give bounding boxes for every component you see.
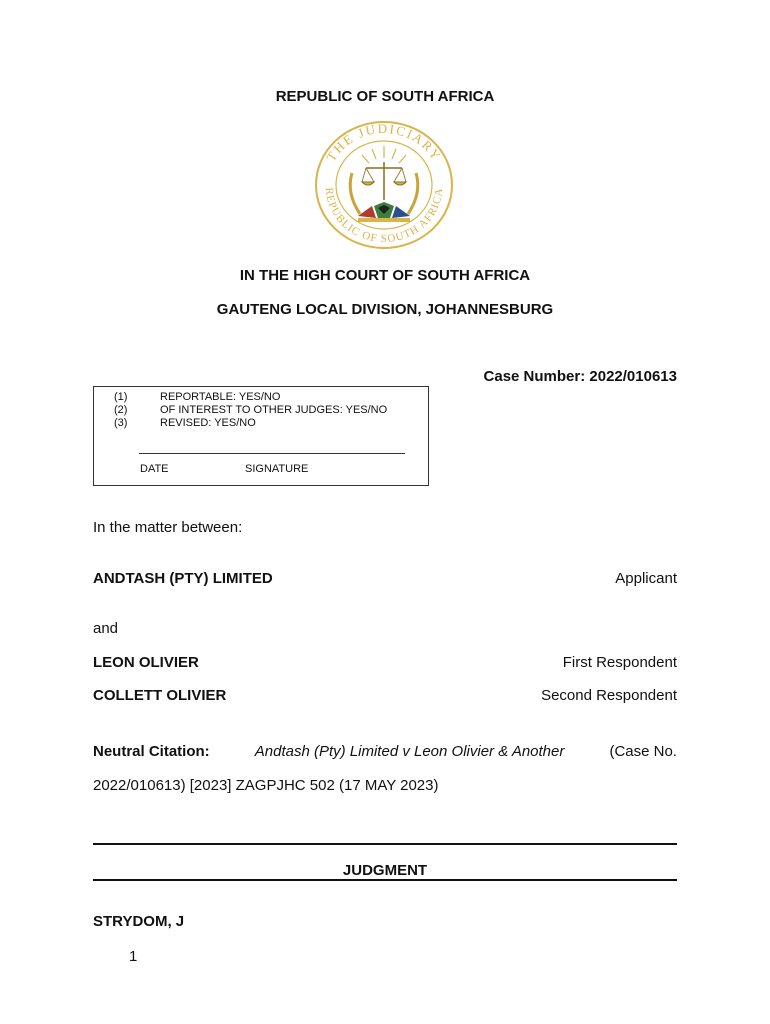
judiciary-seal-emblem xyxy=(312,118,456,252)
date-line xyxy=(139,453,243,454)
box-item-interest: OF INTEREST TO OTHER JUDGES: YES/NO xyxy=(160,404,388,416)
judgment-heading: JUDGMENT xyxy=(342,862,428,879)
second-respondent-role: Second Respondent xyxy=(541,687,677,704)
court-heading: IN THE HIGH COURT OF SOUTH AFRICA xyxy=(239,267,531,284)
neutral-citation-line1 xyxy=(93,743,677,760)
signature-line xyxy=(243,453,405,454)
judge-name: STRYDOM, J xyxy=(93,913,185,930)
svg-text:REPUBLIC OF SOUTH AFRICA: REPUBLIC OF SOUTH AFRICA xyxy=(322,186,446,246)
republic-heading: REPUBLIC OF SOUTH AFRICA xyxy=(275,88,495,105)
box-item-revised: REVISED: YES/NO xyxy=(160,417,256,429)
box-item-reportable: REPORTABLE: YES/NO xyxy=(160,391,281,403)
matter-intro: In the matter between: xyxy=(93,519,243,536)
applicant-name: ANDTASH (PTY) LIMITED xyxy=(93,570,273,587)
box-item-number: (2) xyxy=(114,404,128,416)
bottom-rule xyxy=(93,879,677,881)
division-heading: GAUTENG LOCAL DIVISION, JOHANNESBURG xyxy=(216,301,554,318)
citation-case-title: Andtash (Pty) Limited v Leon Olivier & Another xyxy=(254,743,565,760)
citation-label: Neutral Citation: xyxy=(93,743,210,760)
first-respondent-role: First Respondent xyxy=(562,654,677,671)
paragraph-number: 1 xyxy=(129,948,138,965)
neutral-citation-line2: 2022/010613) [2023] ZAGPJHC 502 (17 MAY 2023) xyxy=(93,777,439,794)
date-label: DATE xyxy=(140,463,169,475)
top-rule xyxy=(93,843,677,845)
second-respondent-name: COLLETT OLIVIER xyxy=(93,687,227,704)
citation-case-no-prefix: (Case No. xyxy=(609,743,677,760)
first-respondent-name: LEON OLIVIER xyxy=(93,654,199,671)
signature-label: SIGNATURE xyxy=(245,463,309,475)
and-text: and xyxy=(93,620,119,637)
svg-text:THE JUDICIARY: THE JUDICIARY xyxy=(323,120,445,164)
box-item-number: (1) xyxy=(114,391,128,403)
judiciary-seal xyxy=(312,118,456,252)
reportable-box xyxy=(93,386,429,486)
box-item-number: (3) xyxy=(114,417,128,429)
applicant-role: Applicant xyxy=(615,570,677,587)
case-number: Case Number: 2022/010613 xyxy=(483,368,677,385)
